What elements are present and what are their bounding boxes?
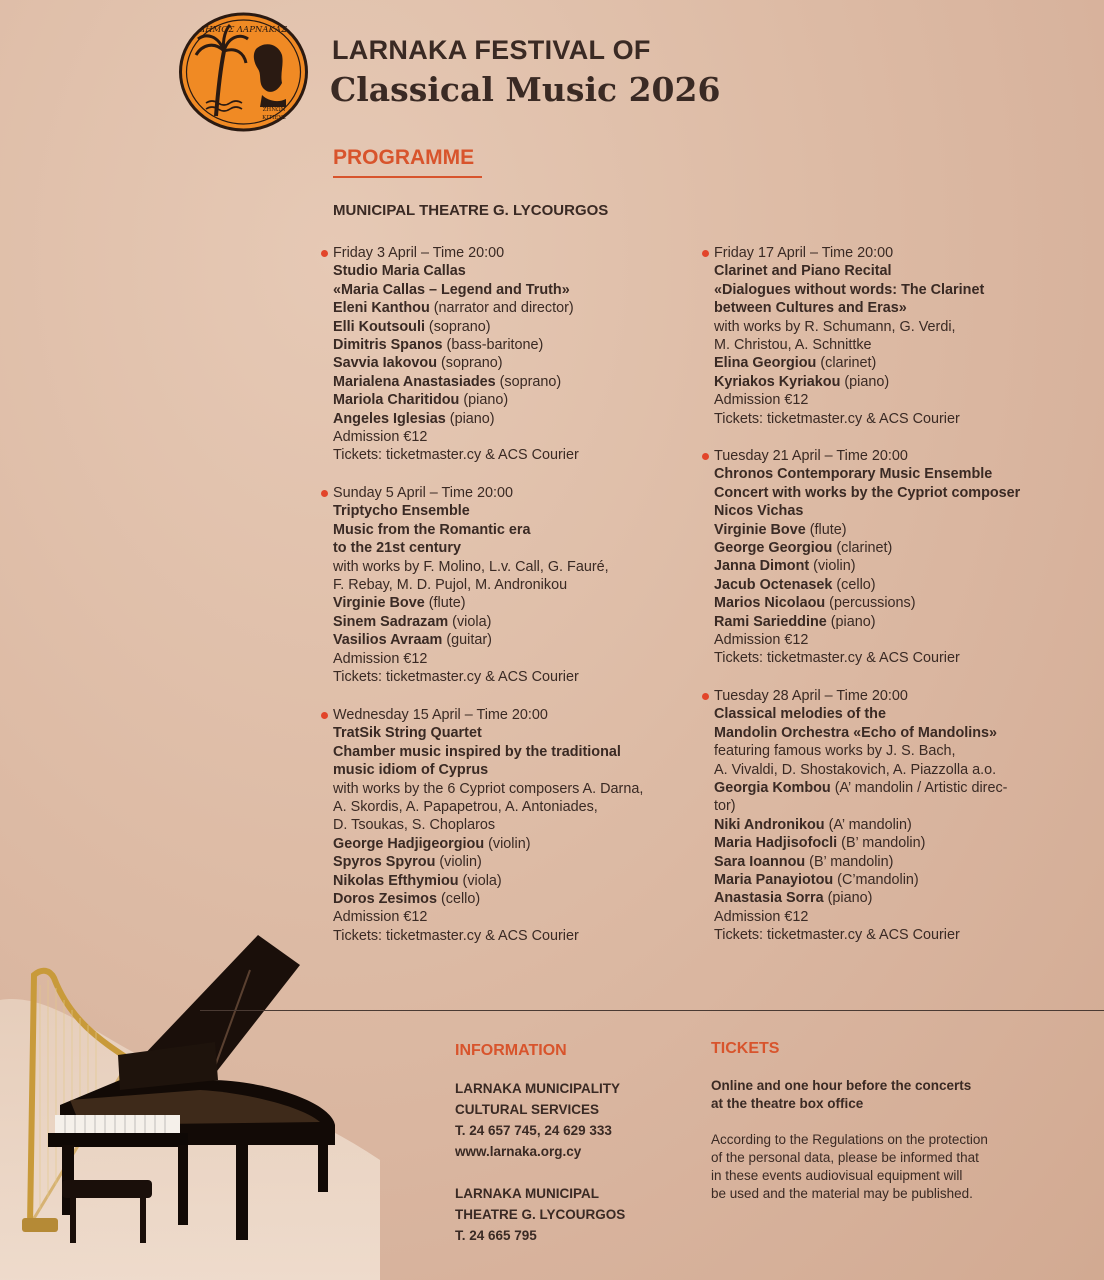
event-line — [333, 743, 643, 761]
event-bold-text: George Hadjigeorgiou — [333, 835, 485, 852]
event-line — [333, 410, 579, 428]
event-text: (piano) — [459, 392, 509, 409]
event-text: (piano) — [445, 410, 495, 427]
event-line — [714, 871, 1007, 889]
event-line — [714, 779, 1007, 797]
event-text: (soprano) — [437, 355, 503, 372]
event-text: A. Skordis, A. Papapetrou, A. Antoniades, — [333, 798, 598, 815]
event-line — [714, 594, 1020, 612]
festival-title-line1: LARNAKA FESTIVAL OF — [332, 35, 651, 65]
event-line — [333, 724, 643, 742]
event-text: tor) — [714, 798, 736, 815]
event-text: Tickets: ticketmaster.cy & ACS Courier — [333, 927, 579, 944]
event-date-time — [333, 706, 643, 724]
event-line — [714, 557, 1020, 575]
event-line — [714, 521, 1020, 539]
event-line — [714, 649, 1020, 667]
event-bold-text: Kyriakos Kyriakou — [714, 373, 841, 390]
event-text: (piano) — [826, 613, 876, 630]
event-text: (C’mandolin) — [833, 871, 919, 888]
event-line — [714, 742, 1007, 760]
event-text: (piano) — [823, 890, 873, 907]
event-bold-text: Elli Koutsouli — [333, 318, 425, 335]
event-line — [714, 816, 1007, 834]
event-line — [333, 539, 609, 557]
event-bold-text: Music from the Romantic era — [333, 521, 531, 538]
event-line — [333, 262, 579, 280]
event-line — [714, 834, 1007, 852]
event-line — [714, 761, 1007, 779]
event-line — [333, 908, 643, 926]
section-divider — [200, 1010, 1104, 1011]
event-line — [333, 391, 579, 409]
information-line: LARNAKA MUNICIPAL — [455, 1186, 599, 1201]
event-line — [714, 613, 1020, 631]
event-line — [333, 798, 643, 816]
event-date-time — [714, 244, 984, 262]
event-text: M. Christou, A. Schnittke — [714, 336, 872, 353]
event-line — [714, 465, 1020, 483]
event-bold-text: Virginie Bove — [714, 521, 806, 538]
event-text: (viola) — [448, 613, 492, 630]
event-line — [333, 816, 643, 834]
information-line: T. 24 665 795 — [455, 1228, 537, 1243]
programme-underline — [333, 176, 482, 178]
event-bold-text: Mariola Charitidou — [333, 392, 460, 409]
logo-text-bottom2: ΚΙΤΙΕΥΣ — [262, 115, 286, 121]
festival-title-line2: Classical Music 2026 — [330, 70, 721, 109]
event-block — [333, 244, 579, 465]
event-text: (violin) — [435, 854, 482, 871]
larnaka-municipality-logo — [178, 11, 309, 133]
event-block — [333, 484, 609, 686]
event-text: (flute) — [805, 521, 847, 538]
event-bold-text: Vasilios Avraam — [333, 632, 443, 649]
event-block — [714, 687, 1007, 944]
event-text: (soprano) — [495, 373, 562, 390]
event-text: Admission €12 — [333, 909, 428, 926]
event-bold-text: Sara Ioannou — [714, 853, 806, 870]
event-line — [333, 650, 609, 668]
tickets-heading: TICKETS — [711, 1040, 780, 1057]
event-text: with works by the 6 Cypriot composers A. Darna, — [333, 780, 644, 797]
event-bold-text: Chamber music inspired by the traditional — [333, 743, 621, 760]
event-text: (clarinet) — [816, 355, 877, 372]
event-line — [714, 853, 1007, 871]
event-bold-text: Chronos Contemporary Music Ensemble — [714, 466, 993, 483]
event-line — [333, 299, 579, 317]
event-bold-text: Doros Zesimos — [333, 890, 437, 907]
event-line — [333, 318, 579, 336]
event-line — [333, 631, 609, 649]
tickets-note-line: of the personal data, please be informed that — [711, 1150, 979, 1165]
event-text: Tickets: ticketmaster.cy & ACS Courier — [714, 410, 960, 427]
event-line — [333, 576, 609, 594]
event-line — [714, 262, 984, 280]
event-line — [714, 502, 1020, 520]
event-bold-text: Marialena Anastasiades — [333, 373, 496, 390]
event-line — [333, 446, 579, 464]
event-line — [333, 373, 579, 391]
event-text: D. Tsoukas, S. Choplaros — [333, 817, 496, 834]
event-block — [333, 706, 643, 945]
event-bold-text: Classical melodies of the — [714, 706, 886, 723]
information-line: LARNAKA MUNICIPALITY — [455, 1081, 620, 1096]
event-text: Wednesday 15 April – Time 20:00 — [333, 707, 548, 723]
event-text: Admission €12 — [714, 392, 809, 409]
logo-text-top: ΔΗΜΟΣ ΛΑΡΝΑΚΑΣ — [198, 25, 288, 35]
event-line — [714, 724, 1007, 742]
event-bold-text: to the 21st century — [333, 540, 461, 557]
event-bold-text: Marios Nicolaou — [714, 595, 826, 612]
event-bold-text: «Dialogues without words: The Clarinet — [714, 281, 985, 298]
event-bold-text: Janna Dimont — [714, 558, 810, 575]
event-text: (percussions) — [825, 595, 916, 612]
event-text: (guitar) — [442, 632, 492, 649]
event-text: Tuesday 28 April – Time 20:00 — [714, 688, 908, 704]
tickets-body — [711, 1077, 988, 1203]
event-bold-text: «Maria Callas – Legend and Truth» — [333, 281, 570, 298]
event-text: Tickets: ticketmaster.cy & ACS Courier — [714, 927, 960, 944]
event-bold-text: Georgia Kombou — [714, 779, 831, 796]
event-line — [333, 281, 579, 299]
event-bold-text: Nikolas Efthymiou — [333, 872, 459, 889]
information-heading: INFORMATION — [455, 1042, 567, 1059]
tickets-spacer — [711, 1113, 988, 1131]
event-line — [333, 668, 609, 686]
tickets-note-line: be used and the material may be published. — [711, 1186, 973, 1201]
event-line — [333, 613, 609, 631]
event-date-time — [333, 244, 579, 262]
event-bold-text: Spyros Spyrou — [333, 854, 436, 871]
event-line — [333, 558, 609, 576]
event-line — [714, 336, 984, 354]
event-line — [714, 539, 1020, 557]
event-bold-text: Elina Georgiou — [714, 355, 817, 372]
event-line — [333, 872, 643, 890]
event-line — [714, 908, 1007, 926]
event-text: Friday 17 April – Time 20:00 — [714, 245, 894, 261]
event-bold-text: Triptycho Ensemble — [333, 503, 470, 520]
event-line — [714, 797, 1007, 815]
event-text: (A’ mandolin / Artistic direc- — [830, 779, 1008, 796]
event-text: Friday 3 April – Time 20:00 — [333, 245, 505, 261]
event-line — [714, 318, 984, 336]
event-block — [714, 447, 1020, 668]
event-bold-text: between Cultures and Eras» — [714, 300, 907, 317]
information-line: THEATRE G. LYCOURGOS — [455, 1207, 626, 1222]
event-text: (cello) — [832, 576, 876, 593]
event-bold-text: Concert with works by the Cypriot composer — [714, 484, 1021, 501]
bullet-dot-icon — [702, 453, 709, 460]
event-bold-text: Niki Andronikou — [714, 816, 825, 833]
event-text: (cello) — [436, 890, 481, 907]
event-text: (soprano) — [424, 318, 491, 335]
event-bold-text: Sinem Sadrazam — [333, 613, 449, 630]
bullet-dot-icon — [321, 250, 328, 257]
grand-piano-illustration — [0, 930, 380, 1280]
event-bold-text: George Georgiou — [714, 539, 833, 556]
event-text: Tickets: ticketmaster.cy & ACS Courier — [333, 447, 579, 464]
event-line — [714, 576, 1020, 594]
bullet-dot-icon — [702, 693, 709, 700]
event-bold-text: Virginie Bove — [333, 595, 425, 612]
event-date-time — [714, 447, 1020, 465]
event-bold-text: music idiom of Cyprus — [333, 762, 489, 779]
event-line — [333, 502, 609, 520]
event-line — [714, 631, 1020, 649]
event-line — [333, 428, 579, 446]
event-bold-text: Rami Sarieddine — [714, 613, 827, 630]
event-line — [714, 373, 984, 391]
event-text: (A’ mandolin) — [824, 816, 912, 833]
event-text: Tuesday 21 April – Time 20:00 — [714, 448, 908, 464]
event-text: F. Rebay, M. D. Pujol, M. Andronikou — [333, 576, 568, 593]
event-line — [714, 410, 984, 428]
event-block — [714, 244, 984, 428]
event-bold-text: Eleni Kanthou — [333, 300, 430, 317]
event-text: Tickets: ticketmaster.cy & ACS Courier — [714, 650, 960, 667]
event-text: featuring famous works by J. S. Bach, — [714, 743, 956, 760]
event-text: Sunday 5 April – Time 20:00 — [333, 485, 513, 501]
event-line — [714, 391, 984, 409]
information-line[interactable]: www.larnaka.org.cy — [455, 1144, 582, 1159]
event-bold-text: Mandolin Orchestra «Echo of Mandolins» — [714, 724, 998, 741]
event-date-time — [333, 484, 609, 502]
event-bold-text: Jacub Octenasek — [714, 576, 833, 593]
event-text: (flute) — [424, 595, 466, 612]
event-bold-text: Anastasia Sorra — [714, 890, 824, 907]
tickets-note-line: in these events audiovisual equipment will — [711, 1168, 963, 1183]
event-bold-text: Savvia Iakovou — [333, 355, 437, 372]
event-bold-text: Nicos Vichas — [714, 503, 804, 520]
event-text: with works by F. Molino, L.v. Call, G. Fauré, — [333, 558, 609, 575]
event-text: (bass-baritone) — [442, 336, 544, 353]
information-body — [455, 1078, 625, 1246]
event-bold-text: TratSik String Quartet — [333, 725, 482, 742]
tickets-bold-line: Online and one hour before the concerts — [711, 1078, 972, 1093]
event-bold-text: Studio Maria Callas — [333, 263, 466, 280]
event-text: Admission €12 — [714, 908, 809, 925]
event-line — [714, 889, 1007, 907]
information-line — [455, 1162, 625, 1183]
event-bold-text: Maria Panayiotou — [714, 871, 834, 888]
event-text: (violin) — [484, 835, 531, 852]
event-line — [714, 281, 984, 299]
event-line — [333, 761, 643, 779]
event-line — [333, 835, 643, 853]
logo-text-bottom1: ΖΗΝΩΝ — [262, 107, 286, 113]
event-text: with works by R. Schumann, G. Verdi, — [714, 318, 956, 335]
event-line — [333, 521, 609, 539]
information-line: CULTURAL SERVICES — [455, 1102, 600, 1117]
programme-heading: PROGRAMME — [333, 146, 475, 169]
tickets-note-line: According to the Regulations on the protection — [711, 1132, 988, 1147]
event-line — [714, 484, 1020, 502]
venue-name: MUNICIPAL THEATRE G. LYCOURGOS — [333, 202, 609, 219]
event-date-time — [714, 687, 1007, 705]
event-line — [333, 336, 579, 354]
event-line — [333, 853, 643, 871]
event-bold-text: Maria Hadjisofocli — [714, 835, 838, 852]
event-text: (B’ mandolin) — [805, 853, 894, 870]
event-text: Tickets: ticketmaster.cy & ACS Courier — [333, 668, 579, 685]
event-line — [714, 299, 984, 317]
event-text: Admission €12 — [333, 428, 428, 445]
event-bold-text: Clarinet and Piano Recital — [714, 263, 892, 280]
information-line: T. 24 657 745, 24 629 333 — [455, 1123, 612, 1138]
event-line — [333, 594, 609, 612]
event-bold-text: Dimitris Spanos — [333, 336, 443, 353]
event-text: Admission €12 — [714, 631, 809, 648]
event-text: (clarinet) — [832, 539, 893, 556]
event-text: (narrator and director) — [429, 300, 574, 317]
bullet-dot-icon — [321, 490, 328, 497]
event-text: (B’ mandolin) — [837, 835, 926, 852]
event-text: (viola) — [458, 872, 502, 889]
bullet-dot-icon — [702, 250, 709, 257]
event-line — [333, 354, 579, 372]
event-text: Admission €12 — [333, 650, 428, 667]
event-line — [333, 780, 643, 798]
event-text: A. Vivaldi, D. Shostakovich, A. Piazzolla a.o. — [714, 761, 997, 778]
event-line — [714, 926, 1007, 944]
event-text: (violin) — [809, 558, 856, 575]
event-text: (piano) — [840, 373, 890, 390]
event-line — [714, 354, 984, 372]
event-line — [333, 890, 643, 908]
event-bold-text: Angeles Iglesias — [333, 410, 446, 427]
event-line — [714, 705, 1007, 723]
bullet-dot-icon — [321, 712, 328, 719]
tickets-bold-line: at the theatre box office — [711, 1096, 864, 1111]
